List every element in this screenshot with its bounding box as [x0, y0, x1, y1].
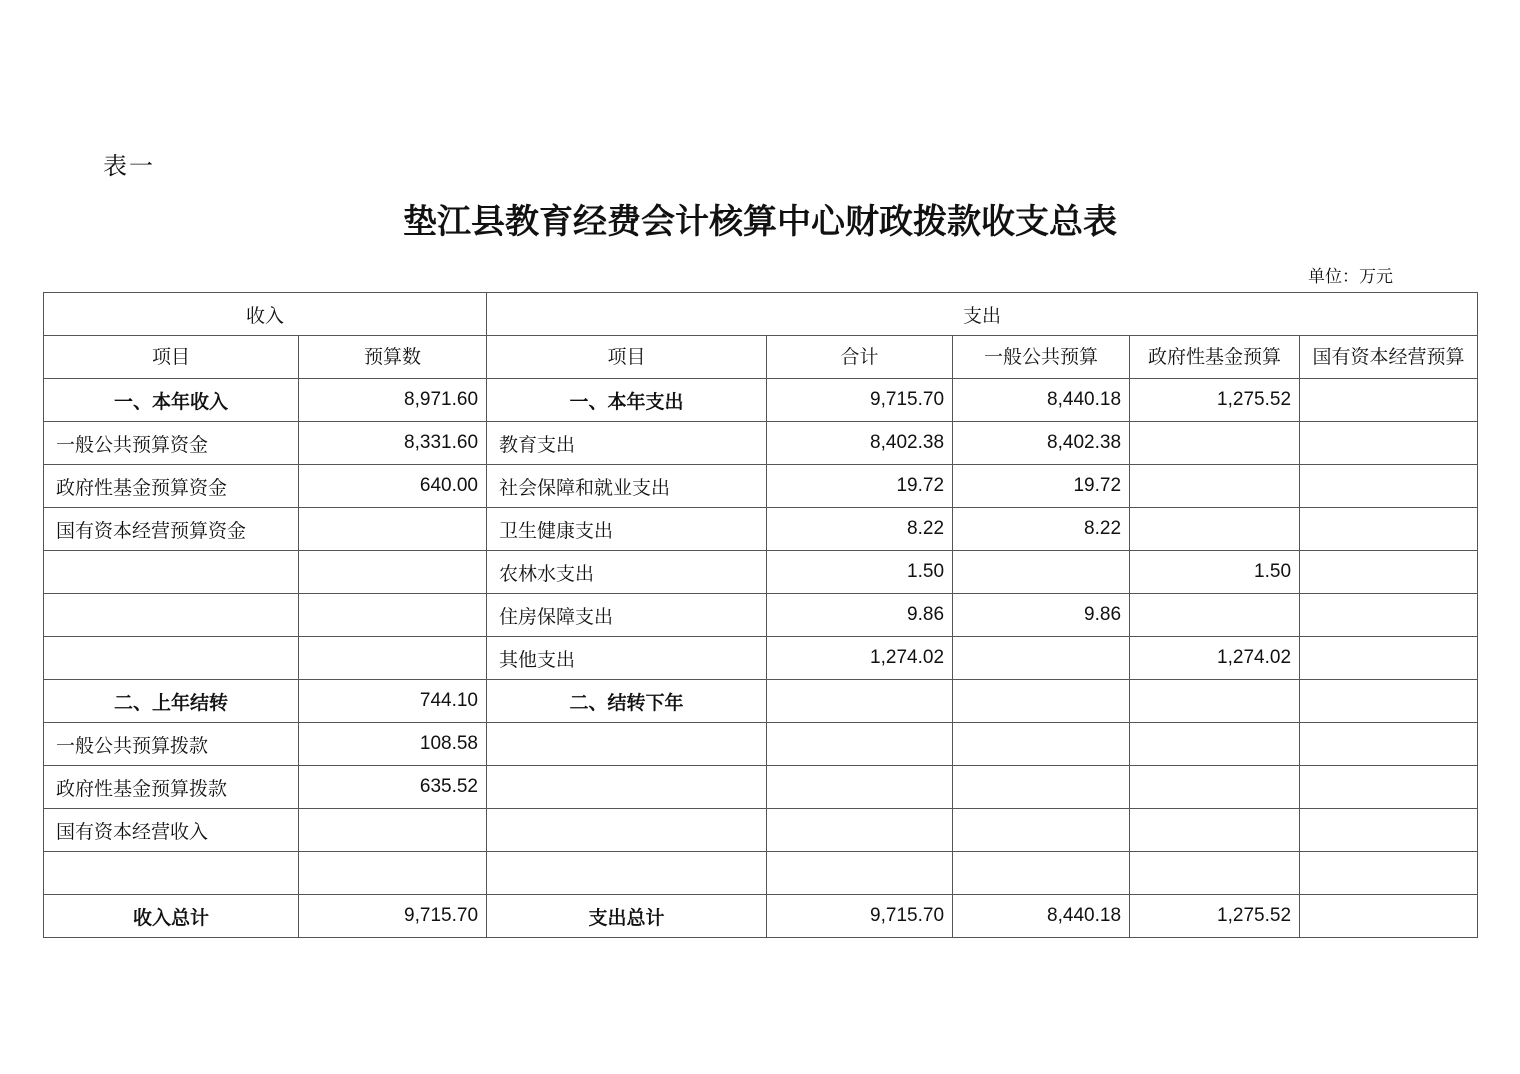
general-budget-cell [953, 852, 1130, 895]
state-capital-cell [1300, 895, 1478, 938]
column-header: 国有资本经营预算 [1300, 336, 1478, 379]
expense-item-cell: 卫生健康支出 [487, 508, 767, 551]
state-capital-cell [1300, 422, 1478, 465]
expense-total-cell [767, 723, 953, 766]
table-row [44, 895, 1478, 938]
income-item-cell: 国有资本经营收入 [44, 809, 299, 852]
general-budget-cell [953, 637, 1130, 680]
expense-total-cell: 8.22 [767, 508, 953, 551]
gov-fund-cell [1130, 508, 1300, 551]
income-amount-cell: 8,971.60 [299, 379, 487, 422]
income-item-cell [44, 637, 299, 680]
state-capital-cell [1300, 809, 1478, 852]
table-row [44, 422, 1478, 465]
expense-item-cell: 住房保障支出 [487, 594, 767, 637]
income-amount-cell [299, 551, 487, 594]
expense-total-cell: 8,402.38 [767, 422, 953, 465]
expense-total-cell: 9.86 [767, 594, 953, 637]
income-item-cell: 国有资本经营预算资金 [44, 508, 299, 551]
column-header: 合计 [767, 336, 953, 379]
expense-total-cell: 9,715.70 [767, 379, 953, 422]
income-item-cell [44, 852, 299, 895]
gov-fund-cell: 1,275.52 [1130, 379, 1300, 422]
income-item-cell: 一般公共预算资金 [44, 422, 299, 465]
state-capital-cell [1300, 723, 1478, 766]
budget-summary-table [43, 292, 1478, 938]
expense-item-cell: 社会保障和就业支出 [487, 465, 767, 508]
table-row [44, 809, 1478, 852]
income-item-cell [44, 551, 299, 594]
expense-total-cell: 1.50 [767, 551, 953, 594]
income-item-cell: 政府性基金预算拨款 [44, 766, 299, 809]
gov-fund-cell: 1,275.52 [1130, 895, 1300, 938]
expense-total-cell: 9,715.70 [767, 895, 953, 938]
table-row [44, 852, 1478, 895]
gov-fund-cell [1130, 809, 1300, 852]
income-item-cell: 一般公共预算拨款 [44, 723, 299, 766]
income-amount-cell: 640.00 [299, 465, 487, 508]
gov-fund-cell [1130, 852, 1300, 895]
general-budget-cell [953, 551, 1130, 594]
table-row [44, 594, 1478, 637]
income-item-cell: 一、本年收入 [44, 379, 299, 422]
general-budget-cell: 8,440.18 [953, 379, 1130, 422]
state-capital-cell [1300, 508, 1478, 551]
column-header: 项目 [44, 336, 299, 379]
table-row [44, 465, 1478, 508]
general-budget-cell [953, 766, 1130, 809]
expense-total-cell: 1,274.02 [767, 637, 953, 680]
column-header: 政府性基金预算 [1130, 336, 1300, 379]
gov-fund-cell [1130, 723, 1300, 766]
income-amount-cell: 9,715.70 [299, 895, 487, 938]
expense-item-cell: 农林水支出 [487, 551, 767, 594]
state-capital-cell [1300, 766, 1478, 809]
income-amount-cell: 744.10 [299, 680, 487, 723]
general-budget-cell: 9.86 [953, 594, 1130, 637]
gov-fund-cell: 1.50 [1130, 551, 1300, 594]
gov-fund-cell [1130, 766, 1300, 809]
table-row [44, 766, 1478, 809]
expense-total-cell [767, 852, 953, 895]
expense-item-cell: 支出总计 [487, 895, 767, 938]
table-row [44, 680, 1478, 723]
expense-item-cell [487, 766, 767, 809]
expense-item-cell: 二、结转下年 [487, 680, 767, 723]
gov-fund-cell [1130, 680, 1300, 723]
gov-fund-cell [1130, 465, 1300, 508]
general-budget-cell [953, 680, 1130, 723]
column-header: 项目 [487, 336, 767, 379]
income-amount-cell: 108.58 [299, 723, 487, 766]
income-amount-cell: 635.52 [299, 766, 487, 809]
table-row [44, 637, 1478, 680]
unit-label: 单位：万元 [1308, 267, 1393, 287]
income-item-cell: 政府性基金预算资金 [44, 465, 299, 508]
income-amount-cell [299, 852, 487, 895]
state-capital-cell [1300, 637, 1478, 680]
expense-section-header: 支出 [487, 293, 1478, 336]
expense-total-cell [767, 766, 953, 809]
income-item-cell [44, 594, 299, 637]
table-label: 表一 [103, 152, 155, 180]
general-budget-cell [953, 723, 1130, 766]
document-title: 垫江县教育经费会计核算中心财政拨款收支总表 [403, 202, 1117, 242]
state-capital-cell [1300, 551, 1478, 594]
expense-item-cell: 其他支出 [487, 637, 767, 680]
expense-item-cell: 教育支出 [487, 422, 767, 465]
income-amount-cell: 8,331.60 [299, 422, 487, 465]
state-capital-cell [1300, 852, 1478, 895]
income-item-cell: 二、上年结转 [44, 680, 299, 723]
state-capital-cell [1300, 680, 1478, 723]
gov-fund-cell [1130, 422, 1300, 465]
income-section-header: 收入 [44, 293, 487, 336]
column-header: 预算数 [299, 336, 487, 379]
income-amount-cell [299, 809, 487, 852]
general-budget-cell: 19.72 [953, 465, 1130, 508]
income-amount-cell [299, 508, 487, 551]
gov-fund-cell [1130, 594, 1300, 637]
expense-item-cell [487, 809, 767, 852]
table-row [44, 723, 1478, 766]
column-header: 一般公共预算 [953, 336, 1130, 379]
state-capital-cell [1300, 379, 1478, 422]
income-amount-cell [299, 637, 487, 680]
state-capital-cell [1300, 594, 1478, 637]
table-row [44, 379, 1478, 422]
table-row [44, 508, 1478, 551]
expense-total-cell [767, 680, 953, 723]
table-body [44, 379, 1478, 938]
expense-total-cell: 19.72 [767, 465, 953, 508]
income-item-cell: 收入总计 [44, 895, 299, 938]
expense-item-cell [487, 723, 767, 766]
general-budget-cell: 8,402.38 [953, 422, 1130, 465]
general-budget-cell: 8,440.18 [953, 895, 1130, 938]
state-capital-cell [1300, 465, 1478, 508]
income-amount-cell [299, 594, 487, 637]
table-row [44, 551, 1478, 594]
expense-total-cell [767, 809, 953, 852]
gov-fund-cell: 1,274.02 [1130, 637, 1300, 680]
general-budget-cell [953, 809, 1130, 852]
general-budget-cell: 8.22 [953, 508, 1130, 551]
expense-item-cell: 一、本年支出 [487, 379, 767, 422]
expense-item-cell [487, 852, 767, 895]
